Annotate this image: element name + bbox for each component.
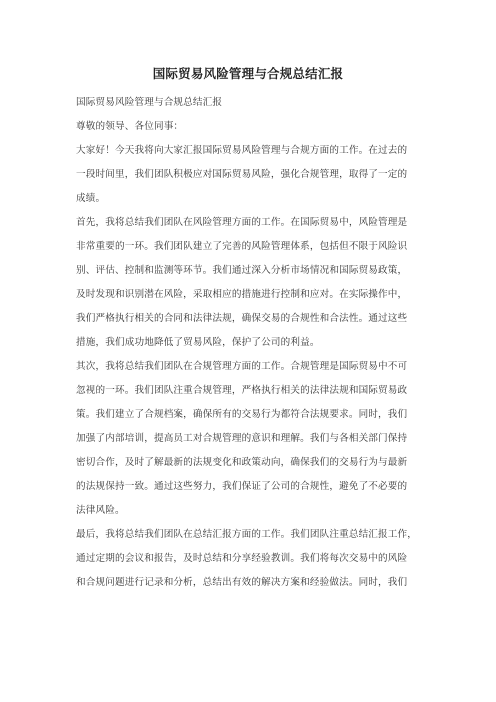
body-line: 和合规问题进行记录和分析，总结出有效的解决方案和经验做法。同时，我们 <box>76 577 408 588</box>
body-line: 其次，我将总结我们团队在合规管理方面的工作。合规管理是国际贸易中不可 <box>76 361 408 372</box>
body-line: 大家好！今天我将向大家汇报国际贸易风险管理与合规方面的工作。在过去的 <box>76 145 408 156</box>
body-line: 通过定期的会议和报告，及时总结和分享经验教训。我们将每次交易中的风险 <box>76 553 408 564</box>
body-line: 别、评估、控制和监测等环节。我们通过深入分析市场情况和国际贸易政策， <box>76 265 408 276</box>
body-line: 非常重要的一环。我们团队建立了完善的风险管理体系，包括但不限于风险识 <box>76 241 408 252</box>
body-line: 及时发现和识别潜在风险，采取相应的措施进行控制和应对。在实际操作中， <box>76 289 408 300</box>
body-line: 成绩。 <box>76 193 106 204</box>
body-line: 我们严格执行相关的合同和法律法规，确保交易的合规性和合法性。通过这些 <box>76 313 408 324</box>
body-line: 加强了内部培训，提高员工对合规管理的意识和理解。我们与各相关部门保持 <box>76 433 408 444</box>
body-line: 首先，我将总结我们团队在风险管理方面的工作。在国际贸易中，风险管理是 <box>76 217 408 228</box>
document-title: 国际贸易风险管理与合规总结汇报 <box>152 66 344 81</box>
body-line: 策。我们建立了合规档案，确保所有的交易行为都符合法规要求。同时，我们 <box>76 409 408 420</box>
document-body <box>76 95 426 599</box>
body-line: 一段时间里，我们团队积极应对国际贸易风险，强化合规管理，取得了一定的 <box>76 169 408 180</box>
body-line: 法律风险。 <box>76 505 125 516</box>
body-line: 措施，我们成功地降低了贸易风险，保护了公司的利益。 <box>76 337 320 348</box>
body-line: 国际贸易风险管理与合规总结汇报 <box>76 97 223 108</box>
body-line: 最后，我将总结我们团队在总结汇报方面的工作。我们团队注重总结汇报工作， <box>76 529 418 540</box>
body-line: 的法规保持一致。通过这些努力，我们保证了公司的合规性，避免了不必要的 <box>76 481 408 492</box>
body-line: 尊敬的领导、各位同事： <box>76 121 184 132</box>
body-line: 密切合作，及时了解最新的法规变化和政策动向，确保我们的交易行为与最新 <box>76 457 408 468</box>
body-line: 忽视的一环。我们团队注重合规管理，严格执行相关的法律法规和国际贸易政 <box>76 385 408 396</box>
